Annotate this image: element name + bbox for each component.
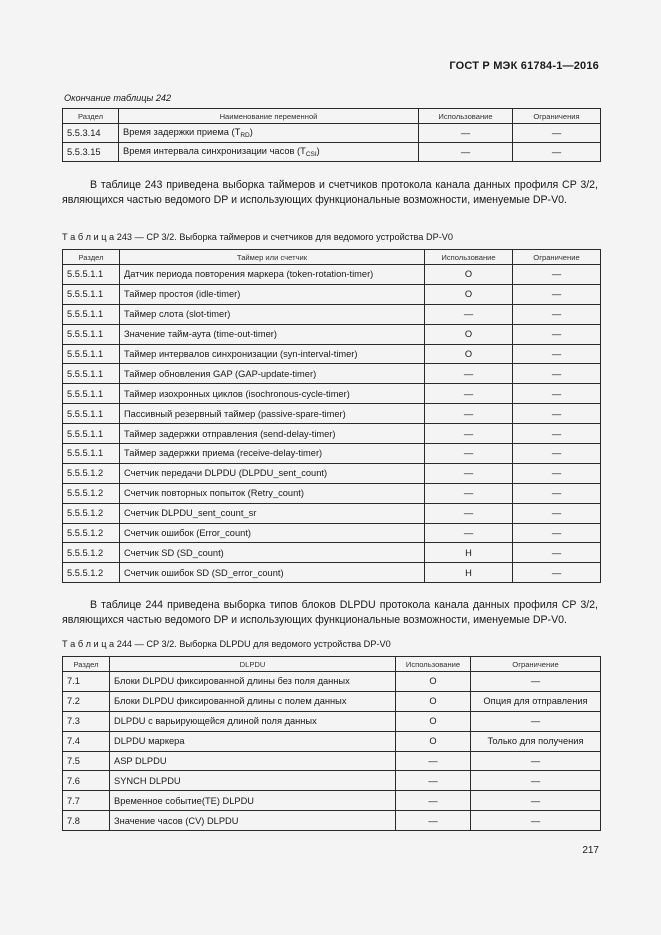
name-cell: Таймер слота (slot-timer)	[120, 304, 425, 324]
usage-cell: —	[425, 364, 513, 384]
name-cell	[119, 143, 419, 162]
section-cell: 5.5.3.15	[63, 143, 119, 162]
column-header: Раздел	[63, 657, 110, 672]
usage-cell: —	[425, 424, 513, 444]
limit-cell: —	[513, 304, 601, 324]
name-tail: )	[316, 146, 320, 156]
name-cell: Пассивный резервный таймер (passive-spare-timer)	[120, 404, 425, 424]
section-cell: 7.8	[63, 811, 110, 831]
section-cell: 5.5.5.1.1	[63, 404, 120, 424]
limit-cell: —	[513, 543, 601, 563]
limit-cell: Только для получения	[471, 731, 601, 751]
section-cell: 5.5.5.1.1	[63, 424, 120, 444]
table-243-caption: Т а б л и ц а 243 — CP 3/2. Выборка таймеров и счетчиков для ведомого устройства DP-V0	[62, 232, 454, 242]
name-cell: ASP DLPDU	[110, 751, 396, 771]
table-row	[63, 424, 601, 444]
name-cell: Блоки DLPDU фиксированной длины без поля данных	[110, 672, 396, 692]
usage-cell: O	[425, 344, 513, 364]
table-row	[63, 543, 601, 563]
name-cell: DLPDU с варьирующейся длиной поля данных	[110, 711, 396, 731]
section-cell: 7.4	[63, 731, 110, 751]
name-cell: Временное событие(TE) DLPDU	[110, 791, 396, 811]
section-cell: 5.5.5.1.2	[63, 483, 120, 503]
usage-cell: O	[425, 284, 513, 304]
paragraph-table-243-intro: В таблице 243 приведена выборка таймеров и счетчиков протокола канала данных профиля CP 3/2, являющихся частью ведомого DP и использующих функциональные возможности, именуемые DP-V0.	[62, 179, 598, 206]
usage-cell: —	[425, 503, 513, 523]
section-cell: 7.3	[63, 711, 110, 731]
usage-cell: O	[396, 672, 471, 692]
table-row	[63, 791, 601, 811]
document-id: ГОСТ Р МЭК 61784-1—2016	[449, 60, 599, 72]
table-row	[63, 364, 601, 384]
table-row	[63, 304, 601, 324]
usage-cell: —	[425, 304, 513, 324]
table-row	[63, 483, 601, 503]
section-cell: 7.2	[63, 691, 110, 711]
usage-cell: Н	[425, 543, 513, 563]
table-row	[63, 691, 601, 711]
table-row	[63, 711, 601, 731]
limit-cell: —	[513, 483, 601, 503]
table-row	[63, 384, 601, 404]
limit-cell: —	[471, 672, 601, 692]
table-header-row	[63, 657, 601, 672]
table-row	[63, 404, 601, 424]
section-cell: 7.1	[63, 672, 110, 692]
usage-cell: —	[425, 444, 513, 464]
limit-cell: —	[471, 751, 601, 771]
column-header: Использование	[425, 250, 513, 265]
limit-cell: —	[471, 811, 601, 831]
section-cell: 7.5	[63, 751, 110, 771]
limit-cell: —	[513, 364, 601, 384]
table-243	[62, 249, 601, 583]
section-cell: 7.7	[63, 791, 110, 811]
section-cell: 5.5.5.1.2	[63, 563, 120, 583]
name-text: Время интервала синхронизации часов (T	[123, 146, 306, 156]
section-cell: 5.5.3.14	[63, 124, 119, 143]
paragraph-table-244-intro: В таблице 244 приведена выборка типов блоков DLPDU протокола канала данных профиля CP 3/2, являющихся частью ведомого DP и использующих функциональные возможности, именуемые DP-V0.	[62, 599, 598, 626]
name-cell: DLPDU маркера	[110, 731, 396, 751]
limit-cell: —	[513, 404, 601, 424]
table-row	[63, 324, 601, 344]
name-cell: Таймер интервалов синхронизации (syn-interval-timer)	[120, 344, 425, 364]
section-cell: 5.5.5.1.1	[63, 384, 120, 404]
limit-cell: —	[513, 444, 601, 464]
table-row	[63, 463, 601, 483]
usage-cell: O	[425, 324, 513, 344]
limit-cell: —	[471, 771, 601, 791]
column-header: Ограничение	[513, 250, 601, 265]
table-row	[63, 563, 601, 583]
name-cell: Таймер простоя (idle-timer)	[120, 284, 425, 304]
section-cell: 5.5.5.1.2	[63, 463, 120, 483]
name-subscript: RD	[240, 132, 250, 139]
limit-cell: —	[513, 563, 601, 583]
table-242	[62, 108, 601, 162]
table-row	[63, 124, 601, 143]
usage-cell: —	[425, 404, 513, 424]
table-row	[63, 731, 601, 751]
table-244-caption: Т а б л и ц а 244 — CP 3/2. Выборка DLPDU для ведомого устройства DP-V0	[62, 639, 391, 649]
column-header: Раздел	[63, 109, 119, 124]
name-cell: Счетчик ошибок SD (SD_error_count)	[120, 563, 425, 583]
name-cell: Счетчик ошибок (Error_count)	[120, 523, 425, 543]
table-row	[63, 811, 601, 831]
name-cell: Таймер задержки приема (receive-delay-timer)	[120, 444, 425, 464]
limit-cell: —	[513, 124, 601, 143]
name-cell: Счетчик SD (SD_count)	[120, 543, 425, 563]
column-header: Использование	[396, 657, 471, 672]
section-cell: 5.5.5.1.1	[63, 265, 120, 285]
usage-cell: —	[396, 751, 471, 771]
limit-cell: Опция для отправления	[471, 691, 601, 711]
column-header: Ограничения	[513, 109, 601, 124]
usage-cell: O	[396, 691, 471, 711]
name-subscript: CSI	[305, 151, 317, 158]
table-row	[63, 672, 601, 692]
usage-cell: —	[396, 791, 471, 811]
table-row	[63, 503, 601, 523]
table-row	[63, 143, 601, 162]
usage-cell: —	[396, 811, 471, 831]
limit-cell: —	[513, 424, 601, 444]
name-cell: Значение часов (CV) DLPDU	[110, 811, 396, 831]
column-header: DLPDU	[110, 657, 396, 672]
usage-cell: Н	[425, 563, 513, 583]
name-cell	[119, 124, 419, 143]
table-244	[62, 656, 601, 831]
limit-cell: —	[513, 324, 601, 344]
column-header: Таймер или счетчик	[120, 250, 425, 265]
limit-cell: —	[513, 265, 601, 285]
usage-cell: —	[396, 771, 471, 791]
usage-cell: —	[425, 483, 513, 503]
table-header-row	[63, 109, 601, 124]
table-row	[63, 284, 601, 304]
usage-cell: —	[425, 463, 513, 483]
section-cell: 5.5.5.1.1	[63, 444, 120, 464]
name-cell: Значение тайм-аута (time-out-timer)	[120, 324, 425, 344]
section-cell: 5.5.5.1.1	[63, 304, 120, 324]
limit-cell: —	[513, 463, 601, 483]
column-header: Наименование переменной	[119, 109, 419, 124]
table-242-caption: Окончание таблицы 242	[64, 93, 172, 103]
limit-cell: —	[471, 711, 601, 731]
table-row	[63, 523, 601, 543]
name-tail: )	[249, 127, 253, 137]
section-cell: 5.5.5.1.1	[63, 284, 120, 304]
section-cell: 5.5.5.1.2	[63, 523, 120, 543]
usage-cell: O	[396, 711, 471, 731]
usage-cell: —	[425, 384, 513, 404]
table-header-row	[63, 250, 601, 265]
section-cell: 5.5.5.1.1	[63, 344, 120, 364]
name-cell: Таймер задержки отправления (send-delay-timer)	[120, 424, 425, 444]
section-cell: 5.5.5.1.1	[63, 324, 120, 344]
limit-cell: —	[513, 284, 601, 304]
page-number: 217	[582, 845, 599, 856]
section-cell: 7.6	[63, 771, 110, 791]
name-text: Время задержки приема (T	[123, 127, 241, 137]
name-cell: Счетчик DLPDU_sent_count_sr	[120, 503, 425, 523]
table-row	[63, 344, 601, 364]
limit-cell: —	[513, 143, 601, 162]
name-cell: SYNCH DLPDU	[110, 771, 396, 791]
usage-cell: O	[396, 731, 471, 751]
column-header: Ограничение	[471, 657, 601, 672]
table-row	[63, 771, 601, 791]
section-cell: 5.5.5.1.2	[63, 503, 120, 523]
limit-cell: —	[513, 384, 601, 404]
name-cell: Блоки DLPDU фиксированной длины с полем данных	[110, 691, 396, 711]
limit-cell: —	[471, 791, 601, 811]
section-cell: 5.5.5.1.1	[63, 364, 120, 384]
limit-cell: —	[513, 503, 601, 523]
name-cell: Таймер изохронных циклов (isochronous-cycle-timer)	[120, 384, 425, 404]
column-header: Раздел	[63, 250, 120, 265]
name-cell: Счетчик повторных попыток (Retry_count)	[120, 483, 425, 503]
limit-cell: —	[513, 523, 601, 543]
usage-cell: —	[419, 124, 513, 143]
usage-cell: —	[419, 143, 513, 162]
usage-cell: O	[425, 265, 513, 285]
usage-cell: —	[425, 523, 513, 543]
limit-cell: —	[513, 344, 601, 364]
name-cell: Счетчик передачи DLPDU (DLPDU_sent_count)	[120, 463, 425, 483]
section-cell: 5.5.5.1.2	[63, 543, 120, 563]
column-header: Использование	[419, 109, 513, 124]
table-row	[63, 751, 601, 771]
table-row	[63, 444, 601, 464]
table-row	[63, 265, 601, 285]
name-cell: Датчик периода повторения маркера (token-rotation-timer)	[120, 265, 425, 285]
name-cell: Таймер обновления GAP (GAP-update-timer)	[120, 364, 425, 384]
